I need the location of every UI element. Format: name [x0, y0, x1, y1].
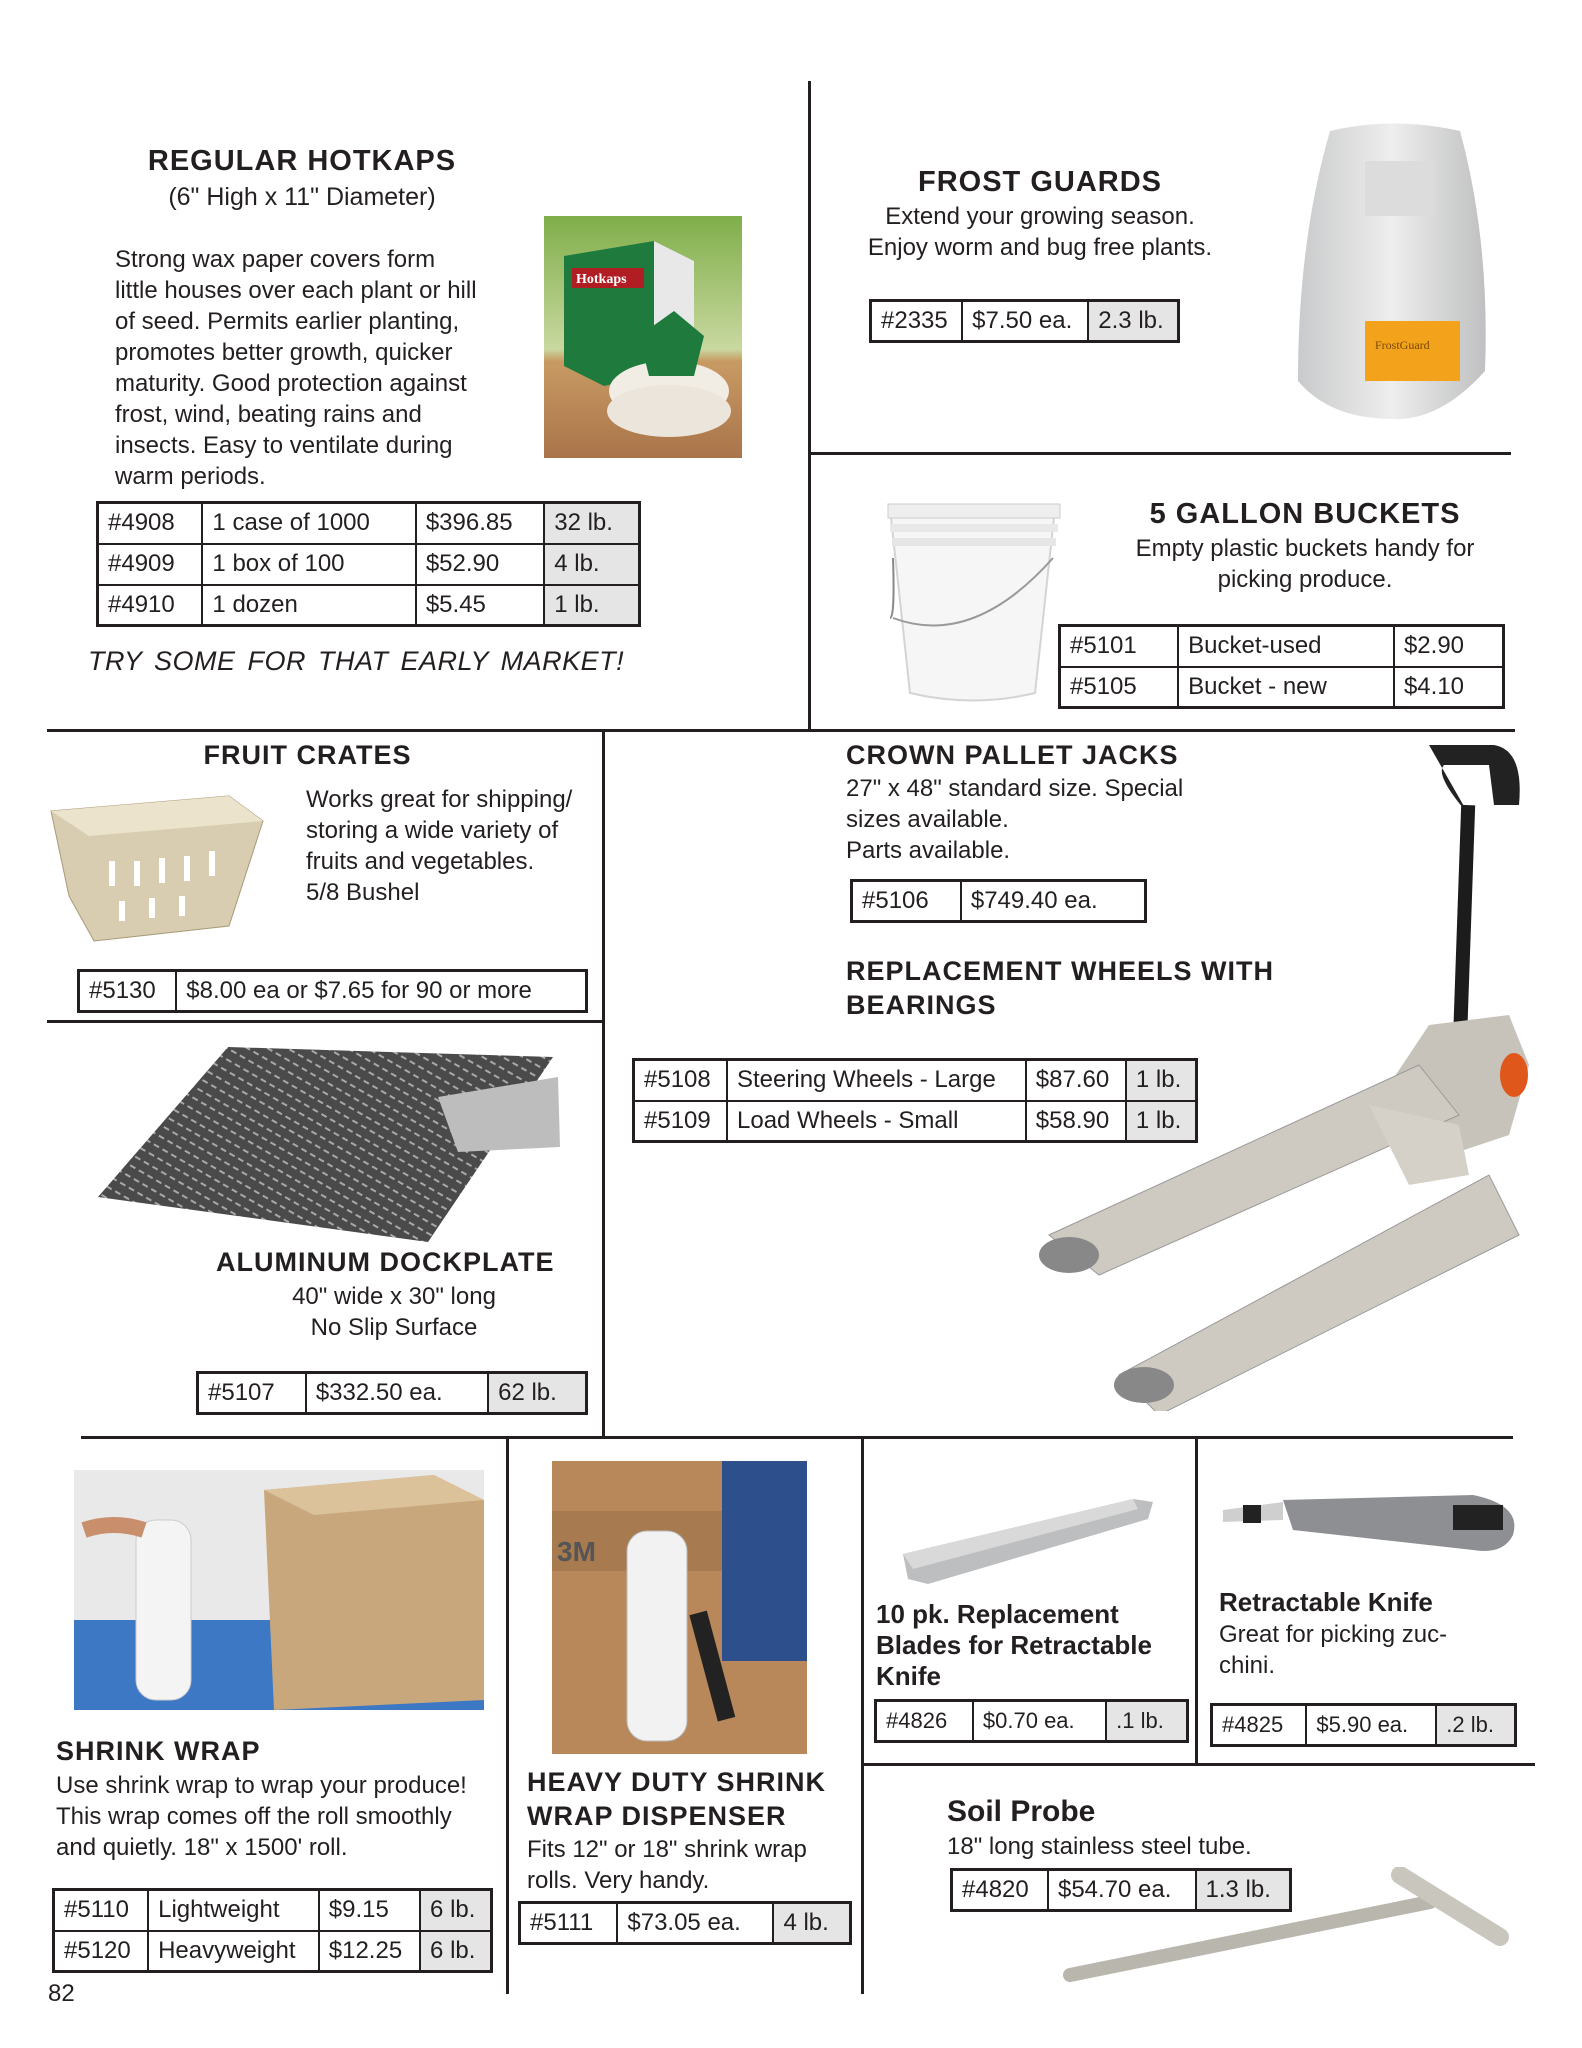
- table-cell: $5.45: [416, 585, 544, 626]
- divider: [602, 731, 605, 1436]
- hotkaps-logo-text: Hotkaps: [576, 272, 627, 287]
- text-line: maturity. Good protection against: [115, 370, 467, 397]
- table-cell: 1 lb.: [1126, 1060, 1197, 1101]
- shrink-wrap-dispenser-image: [552, 1461, 807, 1754]
- table-row: [54, 1931, 492, 1972]
- table-cell: Load Wheels - Small: [727, 1101, 1026, 1142]
- table-cell: 4 lb.: [544, 544, 639, 585]
- table-cell: Bucket - new: [1178, 667, 1394, 708]
- table-cell: 6 lb.: [420, 1931, 491, 1972]
- table-cell: $52.90: [416, 544, 544, 585]
- text-line: This wrap comes off the roll smoothly: [56, 1803, 452, 1830]
- divider: [47, 1020, 604, 1023]
- dispenser-price-table: [518, 1901, 852, 1945]
- table-row: [198, 1373, 587, 1414]
- text-line: chini.: [1219, 1652, 1276, 1679]
- table-row: [1060, 626, 1504, 667]
- frost-guard-image: [1290, 121, 1496, 421]
- dispenser-description: [527, 1834, 807, 1896]
- text-line: fruits and vegetables.: [306, 848, 535, 875]
- replacement-wheels-price-table: [632, 1058, 1198, 1143]
- text-line: HEAVY DUTY SHRINK: [527, 1767, 827, 1797]
- knife-description: [1219, 1619, 1447, 1681]
- table-row: [871, 301, 1179, 342]
- hotkaps-description: [115, 244, 535, 492]
- text-line: promotes better growth, quicker: [115, 339, 453, 366]
- table-cell: 4 lb.: [773, 1903, 850, 1944]
- dockplate-title: ALUMINUM DOCKPLATE: [216, 1247, 555, 1277]
- pallet-jacks-description: [846, 773, 1183, 866]
- divider: [809, 452, 1511, 455]
- hotkaps-title: REGULAR HOTKAPS: [147, 145, 457, 177]
- knife-price-table: [1210, 1703, 1517, 1747]
- table-cell: $8.00 ea or $7.65 for 90 or more: [176, 971, 586, 1012]
- pallet-jacks-price-table: [850, 879, 1147, 923]
- table-cell: 32 lb.: [544, 503, 639, 544]
- item-number-cell: #5107: [198, 1373, 306, 1414]
- table-cell: 6 lb.: [420, 1890, 491, 1931]
- text-line: insects. Easy to ventilate during: [115, 432, 453, 459]
- table-cell: 1 case of 1000: [202, 503, 415, 544]
- table-row: [852, 881, 1146, 922]
- table-row: [634, 1101, 1197, 1142]
- table-row: [98, 585, 640, 626]
- table-cell: 1 lb.: [544, 585, 639, 626]
- table-cell: $2.90: [1394, 626, 1504, 667]
- text-line: Extend your growing season.: [885, 203, 1195, 230]
- frostguard-label: FrostGuard: [1375, 338, 1430, 352]
- dispenser-title: [527, 1765, 826, 1833]
- item-number-cell: #4826: [876, 1701, 973, 1742]
- fruit-crates-description: [306, 784, 572, 908]
- text-line: Use shrink wrap to wrap your produce!: [56, 1772, 467, 1799]
- item-number-cell: #5105: [1060, 667, 1179, 708]
- buckets-description: [1100, 533, 1510, 595]
- table-cell: 1 lb.: [1126, 1101, 1197, 1142]
- replacement-wheels-title: [846, 954, 1274, 1022]
- retractable-knife-image: [1223, 1490, 1522, 1557]
- item-number-cell: #5108: [634, 1060, 728, 1101]
- table-cell: Steering Wheels - Large: [727, 1060, 1026, 1101]
- table-cell: $73.05 ea.: [617, 1903, 773, 1944]
- table-cell: $0.70 ea.: [973, 1701, 1106, 1742]
- divider: [861, 1438, 864, 1994]
- divider: [506, 1438, 509, 1994]
- text-line: Parts available.: [846, 837, 1011, 864]
- text-line: of seed. Permits earlier planting,: [115, 308, 460, 335]
- table-cell: 1 dozen: [202, 585, 415, 626]
- table-row: [98, 544, 640, 585]
- table-cell: Bucket-used: [1178, 626, 1394, 667]
- table-cell: $54.70 ea.: [1048, 1870, 1196, 1911]
- text-line: Strong wax paper covers form: [115, 246, 436, 273]
- table-row: [1060, 667, 1504, 708]
- table-row: [54, 1890, 492, 1931]
- table-cell: .1 lb.: [1106, 1701, 1187, 1742]
- table-row: [520, 1903, 851, 1944]
- hotkaps-subtitle: (6" High x 11" Diameter): [168, 183, 436, 211]
- text-line: Enjoy worm and bug free plants.: [867, 234, 1213, 261]
- text-line: sizes available.: [846, 806, 1009, 833]
- item-number-cell: #5109: [634, 1101, 728, 1142]
- text-line: 10 pk. Replacement: [876, 1599, 1119, 1629]
- fruit-crates-title: FRUIT CRATES: [203, 740, 412, 770]
- text-line: Knife: [876, 1661, 941, 1691]
- item-number-cell: #4909: [98, 544, 203, 585]
- fruit-crate-image: [49, 786, 265, 947]
- divider: [862, 1763, 1535, 1766]
- buckets-title: 5 GALLON BUCKETS: [1149, 498, 1461, 530]
- dockplate-image: [98, 1037, 592, 1246]
- text-line: frost, wind, beating rains and: [115, 401, 422, 428]
- table-cell: $58.90: [1026, 1101, 1126, 1142]
- table-cell: Heavyweight: [148, 1931, 319, 1972]
- item-number-cell: #4825: [1212, 1705, 1307, 1746]
- table-cell: $9.15: [319, 1890, 420, 1931]
- text-line: 5/8 Bushel: [306, 879, 420, 906]
- frost-guards-price-table: [869, 299, 1180, 343]
- item-number-cell: #4910: [98, 585, 203, 626]
- page-number: 82: [48, 1980, 75, 2007]
- table-row: [634, 1060, 1197, 1101]
- text-line: 27" x 48" standard size. Special: [846, 775, 1184, 802]
- fruit-crates-price-table: [77, 969, 588, 1013]
- text-line: Works great for shipping/: [306, 786, 573, 813]
- item-number-cell: #5110: [54, 1890, 149, 1931]
- text-line: Empty plastic buckets handy for: [1135, 535, 1475, 562]
- hotkaps-product-image: [544, 216, 742, 458]
- soil-probe-description: 18" long stainless steel tube.: [947, 1833, 1252, 1860]
- dockplate-price-table: [196, 1371, 588, 1415]
- text-line: and quietly. 18" x 1500' roll.: [56, 1834, 348, 1861]
- divider: [808, 81, 811, 729]
- soil-probe-title: Soil Probe: [947, 1795, 1096, 1828]
- shrink-wrap-price-table: [52, 1888, 493, 1973]
- item-number-cell: #5106: [852, 881, 961, 922]
- blades-price-table: [874, 1699, 1189, 1743]
- table-row: [1212, 1705, 1516, 1746]
- 3m-logo-text: 3M: [557, 1536, 596, 1567]
- text-line: Great for picking zuc-: [1219, 1621, 1448, 1648]
- text-line: rolls. Very handy.: [527, 1867, 710, 1894]
- item-number-cell: #4908: [98, 503, 203, 544]
- text-line: little houses over each plant or hill: [115, 277, 477, 304]
- divider: [81, 1436, 1513, 1439]
- soil-probe-image: [1060, 1867, 1509, 1990]
- table-row: [876, 1701, 1188, 1742]
- shrink-wrap-description: [56, 1770, 498, 1863]
- dockplate-description: [244, 1281, 544, 1343]
- buckets-price-table: [1058, 624, 1505, 709]
- hotkaps-tagline: TRY SOME FOR THAT EARLY MARKET!: [88, 646, 625, 676]
- table-row: [98, 503, 640, 544]
- bucket-image: [885, 498, 1063, 704]
- item-number-cell: #5130: [79, 971, 177, 1012]
- pallet-jacks-title: CROWN PALLET JACKS: [846, 740, 1179, 770]
- table-cell: $332.50 ea.: [306, 1373, 488, 1414]
- shrink-wrap-title: SHRINK WRAP: [56, 1736, 261, 1766]
- table-cell: 2.3 lb.: [1088, 301, 1178, 342]
- text-line: warm periods.: [115, 463, 266, 490]
- item-number-cell: #5120: [54, 1931, 149, 1972]
- table-row: [79, 971, 587, 1012]
- divider: [47, 729, 1515, 732]
- text-line: picking produce.: [1217, 566, 1393, 593]
- frost-guards-title: FROST GUARDS: [918, 166, 1162, 198]
- table-cell: $396.85: [416, 503, 544, 544]
- text-line: Blades for Retractable: [876, 1630, 1152, 1660]
- text-line: BEARINGS: [846, 990, 997, 1020]
- text-line: WRAP DISPENSER: [527, 1801, 787, 1831]
- shrink-wrap-image: [74, 1470, 484, 1710]
- knife-title: Retractable Knife: [1219, 1587, 1433, 1617]
- hotkaps-price-table: [96, 501, 641, 627]
- table-cell: .2 lb.: [1436, 1705, 1515, 1746]
- table-cell: $5.90 ea.: [1306, 1705, 1436, 1746]
- table-cell: Lightweight: [148, 1890, 319, 1931]
- table-cell: 1 box of 100: [202, 544, 415, 585]
- text-line: 40" wide x 30" long: [292, 1283, 496, 1310]
- text-line: storing a wide variety of: [306, 817, 559, 844]
- table-cell: $749.40 ea.: [961, 881, 1146, 922]
- item-number-cell: #4820: [952, 1870, 1048, 1911]
- text-line: No Slip Surface: [310, 1314, 478, 1341]
- replacement-blades-image: [898, 1494, 1155, 1585]
- table-cell: 62 lb.: [488, 1373, 586, 1414]
- table-cell: $7.50 ea.: [962, 301, 1088, 342]
- table-cell: $12.25: [319, 1931, 420, 1972]
- item-number-cell: #2335: [871, 301, 963, 342]
- blades-title: [876, 1599, 1152, 1692]
- table-cell: 1.3 lb.: [1196, 1870, 1291, 1911]
- table-cell: $4.10: [1394, 667, 1504, 708]
- item-number-cell: #5111: [520, 1903, 618, 1944]
- text-line: REPLACEMENT WHEELS WITH: [846, 956, 1274, 986]
- table-cell: $87.60: [1026, 1060, 1126, 1101]
- divider: [1195, 1438, 1198, 1764]
- text-line: Fits 12" or 18" shrink wrap: [527, 1836, 807, 1863]
- item-number-cell: #5101: [1060, 626, 1179, 667]
- frost-guards-description: [820, 201, 1260, 263]
